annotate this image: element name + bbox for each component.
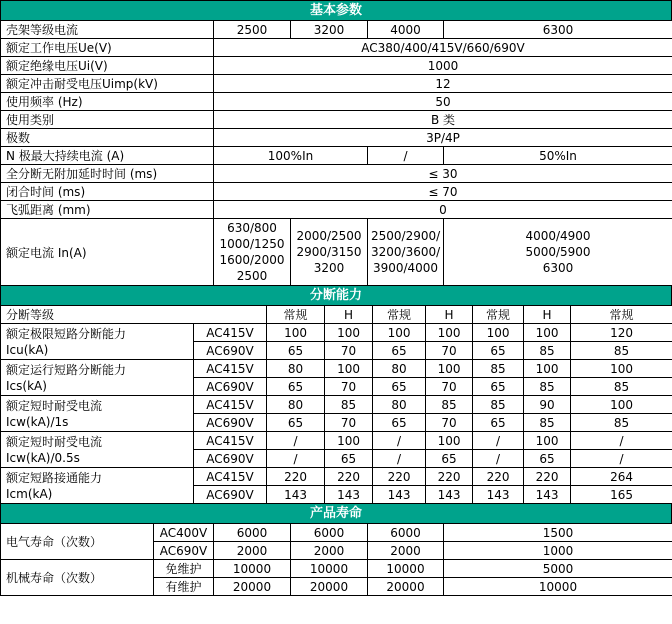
value-cell: /: [473, 450, 524, 468]
row-label: 额定工作电压Ue(V): [1, 39, 214, 57]
value-cell: 165: [571, 486, 672, 504]
value-line: Icu(kA): [6, 342, 49, 357]
table-row: [1, 306, 672, 324]
value-cell: B 类: [214, 111, 672, 129]
value-cell: 220: [426, 468, 473, 486]
row-label: N 极最大持续电流 (A): [1, 147, 214, 165]
value-cell: 65: [267, 342, 325, 360]
row-label: 使用频率 (Hz): [1, 93, 214, 111]
row-label: 使用类别: [1, 111, 214, 129]
table-row: [1, 524, 672, 542]
value-cell: ≤ 30: [214, 165, 672, 183]
value-cell: 143: [325, 486, 373, 504]
row-label: 闭合时间 (ms): [1, 183, 214, 201]
sub-label: 免维护: [154, 560, 214, 578]
value-cell: 80: [373, 360, 426, 378]
value-cell: 80: [267, 360, 325, 378]
value-line: Icm(kA): [6, 486, 53, 501]
value-cell: /: [267, 450, 325, 468]
value-cell: 90: [524, 396, 571, 414]
table-row: [1, 129, 672, 147]
value-cell: 85: [524, 378, 571, 396]
value-cell: [291, 219, 368, 286]
value-cell: 5000: [444, 560, 672, 578]
section-header: 基本参数: [0, 0, 672, 21]
value-cell: 70: [426, 414, 473, 432]
row-label: 极数: [1, 129, 214, 147]
value-cell: /: [267, 432, 325, 450]
value-cell: 85: [571, 378, 672, 396]
value-cell: 220: [473, 468, 524, 486]
value-cell: 100%In: [214, 147, 368, 165]
value-cell: /: [373, 450, 426, 468]
value-cell: 100: [325, 432, 373, 450]
value-cell: 10000: [444, 578, 672, 596]
sub-label: AC690V: [194, 342, 267, 360]
row-label: 全分断无附加延时时间 (ms): [1, 165, 214, 183]
value-cell: 65: [325, 450, 373, 468]
section-header: 产品寿命: [0, 503, 672, 524]
value-cell: 220: [524, 468, 571, 486]
value-cell: 80: [267, 396, 325, 414]
sub-label: 有维护: [154, 578, 214, 596]
value-cell: 1000: [444, 542, 672, 560]
value-cell: 220: [267, 468, 325, 486]
value-line: 5000/5900: [525, 245, 591, 259]
table-row: [1, 75, 672, 93]
value-cell: 143: [426, 486, 473, 504]
value-line: 6300: [542, 261, 574, 275]
value-cell: 2500: [214, 21, 291, 39]
value-cell: [214, 219, 291, 286]
value-cell: 70: [325, 342, 373, 360]
table-row: [1, 111, 672, 129]
value-line: 2500: [236, 269, 268, 283]
sub-label: AC690V: [194, 414, 267, 432]
table-row: [1, 147, 672, 165]
sub-label: AC415V: [194, 468, 267, 486]
table-row: [1, 219, 672, 286]
value-cell: 常规: [571, 306, 672, 324]
value-cell: 100: [524, 432, 571, 450]
value-cell: 85: [473, 360, 524, 378]
section-table: [0, 305, 672, 504]
value-cell: 80: [373, 396, 426, 414]
value-cell: /: [373, 432, 426, 450]
value-cell: 70: [325, 378, 373, 396]
value-cell: H: [325, 306, 373, 324]
table-row: [1, 560, 672, 578]
value-cell: /: [571, 450, 672, 468]
value-cell: 100: [571, 396, 672, 414]
value-cell: H: [426, 306, 473, 324]
value-cell: 85: [571, 414, 672, 432]
value-cell: H: [524, 306, 571, 324]
value-cell: 3P/4P: [214, 129, 672, 147]
value-cell: 2000: [291, 542, 368, 560]
table-row: [1, 93, 672, 111]
value-cell: 65: [373, 414, 426, 432]
sub-label: AC415V: [194, 396, 267, 414]
value-cell: 143: [524, 486, 571, 504]
value-line: 额定运行短路分断能力: [6, 362, 127, 377]
value-cell: 100: [524, 360, 571, 378]
value-cell: AC380/400/415V/660/690V: [214, 39, 672, 57]
value-cell: 100: [426, 324, 473, 342]
value-cell: 65: [267, 414, 325, 432]
value-cell: 20000: [368, 578, 444, 596]
value-cell: 6000: [368, 524, 444, 542]
section-header: 分断能力: [0, 285, 672, 306]
sub-label: AC690V: [154, 542, 214, 560]
value-cell: 100: [426, 360, 473, 378]
value-cell: 10000: [368, 560, 444, 578]
row-label: [1, 396, 194, 432]
table-row: [1, 324, 672, 342]
sub-label: AC690V: [194, 486, 267, 504]
value-cell: 50: [214, 93, 672, 111]
value-cell: 100: [373, 324, 426, 342]
value-cell: 100: [267, 324, 325, 342]
table-row: [1, 165, 672, 183]
value-cell: 85: [524, 342, 571, 360]
value-cell: 20000: [214, 578, 291, 596]
value-cell: 100: [571, 360, 672, 378]
table-row: [1, 21, 672, 39]
value-cell: 10000: [291, 560, 368, 578]
table-row: [1, 201, 672, 219]
value-cell: 1000: [214, 57, 672, 75]
value-cell: 65: [373, 378, 426, 396]
value-line: 630/800: [227, 221, 277, 235]
table-row: [1, 39, 672, 57]
sub-label: AC400V: [154, 524, 214, 542]
value-line: Icw(kA)/1s: [6, 414, 69, 429]
table-row: [1, 360, 672, 378]
row-label: 额定电流 In(A): [1, 219, 214, 286]
value-line: Ics(kA): [6, 378, 47, 393]
row-label: 分断等级: [1, 306, 267, 324]
row-label: 机械寿命（次数）: [1, 560, 154, 596]
value-cell: 70: [325, 414, 373, 432]
row-label: [1, 360, 194, 396]
value-cell: 85: [571, 342, 672, 360]
row-label: 额定冲击耐受电压Uimp(kV): [1, 75, 214, 93]
value-cell: 65: [473, 342, 524, 360]
value-cell: 12: [214, 75, 672, 93]
sub-label: AC690V: [194, 378, 267, 396]
value-cell: /: [368, 147, 444, 165]
value-cell: 3200: [291, 21, 368, 39]
value-line: 额定短时耐受电流: [6, 434, 103, 449]
row-label: [1, 324, 194, 360]
value-cell: 264: [571, 468, 672, 486]
value-line: 1000/1250: [219, 237, 285, 251]
row-label: 额定绝缘电压Ui(V): [1, 57, 214, 75]
value-cell: 85: [426, 396, 473, 414]
value-cell: 常规: [267, 306, 325, 324]
value-cell: 10000: [214, 560, 291, 578]
value-cell: 65: [473, 414, 524, 432]
sub-label: AC415V: [194, 324, 267, 342]
row-label: 电气寿命（次数）: [1, 524, 154, 560]
sub-label: AC415V: [194, 432, 267, 450]
value-cell: 143: [267, 486, 325, 504]
value-cell: 143: [473, 486, 524, 504]
value-line: 2000/2500: [296, 229, 362, 243]
value-cell: 70: [426, 378, 473, 396]
value-cell: 65: [524, 450, 571, 468]
value-cell: 1500: [444, 524, 672, 542]
value-cell: 4000: [368, 21, 444, 39]
value-cell: 85: [325, 396, 373, 414]
sub-label: AC415V: [194, 360, 267, 378]
value-cell: 2000: [214, 542, 291, 560]
value-line: 3900/4000: [372, 261, 439, 275]
row-label: [1, 468, 194, 504]
table-row: [1, 57, 672, 75]
sub-label: AC690V: [194, 450, 267, 468]
value-cell: 常规: [473, 306, 524, 324]
value-cell: 6000: [291, 524, 368, 542]
value-cell: 20000: [291, 578, 368, 596]
value-cell: 120: [571, 324, 672, 342]
value-cell: 220: [373, 468, 426, 486]
value-cell: 143: [373, 486, 426, 504]
value-line: 额定短路接通能力: [6, 470, 103, 485]
value-line: 2900/3150: [296, 245, 362, 259]
value-line: 额定短时耐受电流: [6, 398, 103, 413]
value-cell: 100: [473, 324, 524, 342]
table-row: [1, 468, 672, 486]
value-cell: 50%In: [444, 147, 672, 165]
value-line: 2500/2900/: [371, 229, 441, 243]
value-cell: 65: [267, 378, 325, 396]
value-cell: 85: [524, 414, 571, 432]
section-table: [0, 20, 672, 286]
value-line: 1600/2000: [219, 253, 285, 267]
value-cell: 100: [325, 324, 373, 342]
value-line: 额定极限短路分断能力: [6, 326, 127, 341]
value-cell: 65: [426, 450, 473, 468]
value-cell: 6000: [214, 524, 291, 542]
value-line: 3200/3600/: [371, 245, 441, 259]
table-row: [1, 396, 672, 414]
row-label: 飞弧距离 (mm): [1, 201, 214, 219]
value-line: 3200: [313, 261, 345, 275]
value-line: Icw(kA)/0.5s: [6, 450, 80, 465]
value-line: 4000/4900: [525, 229, 591, 243]
table-row: [1, 183, 672, 201]
section-table: [0, 523, 672, 596]
value-cell: [444, 219, 672, 286]
table-row: [1, 432, 672, 450]
value-cell: 0: [214, 201, 672, 219]
value-cell: 100: [325, 360, 373, 378]
value-cell: /: [473, 432, 524, 450]
value-cell: ≤ 70: [214, 183, 672, 201]
row-label: [1, 432, 194, 468]
value-cell: 70: [426, 342, 473, 360]
value-cell: 65: [473, 378, 524, 396]
value-cell: /: [571, 432, 672, 450]
value-cell: 220: [325, 468, 373, 486]
row-label: 壳架等级电流: [1, 21, 214, 39]
value-cell: 100: [426, 432, 473, 450]
value-cell: [368, 219, 444, 286]
value-cell: 常规: [373, 306, 426, 324]
value-cell: 65: [373, 342, 426, 360]
value-cell: 85: [473, 396, 524, 414]
value-cell: 6300: [444, 21, 672, 39]
value-cell: 100: [524, 324, 571, 342]
value-cell: 2000: [368, 542, 444, 560]
